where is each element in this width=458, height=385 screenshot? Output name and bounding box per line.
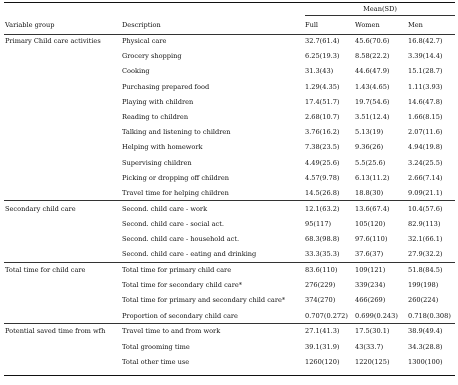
men-value: 199(198) bbox=[408, 281, 439, 290]
group-label: Potential saved time from wfh bbox=[5, 327, 106, 336]
men-value: 34.3(28.8) bbox=[408, 342, 443, 351]
women-value: 8.58(22.2) bbox=[355, 52, 390, 61]
row-description: Proportion of secondary child care bbox=[122, 311, 238, 320]
full-value: 32.7(61.4) bbox=[305, 37, 340, 45]
full-value: 4.49(25.6) bbox=[305, 158, 340, 167]
row-description: Grocery shopping bbox=[122, 52, 182, 61]
group-label: Primary Child care activities bbox=[5, 37, 101, 45]
row-description: Second. child care - social act. bbox=[122, 219, 224, 228]
men-value: 1300(100) bbox=[408, 357, 443, 366]
group-label: Secondary child care bbox=[5, 204, 76, 213]
full-value: 83.6(110) bbox=[305, 266, 338, 274]
row-description: Talking and listening to children bbox=[122, 128, 231, 137]
women-value: 97.6(110) bbox=[355, 235, 388, 244]
women-value: 6.13(11.2) bbox=[355, 173, 390, 182]
full-value: 27.1(41.3) bbox=[305, 327, 340, 336]
full-value: 374(270) bbox=[305, 296, 336, 305]
top-rule bbox=[4, 2, 455, 3]
group-separator bbox=[4, 262, 455, 263]
row-description: Cooking bbox=[122, 67, 150, 76]
men-value: 32.1(66.1) bbox=[408, 235, 443, 244]
women-value: 3.51(12.4) bbox=[355, 113, 390, 121]
women-value: 43(33.7) bbox=[355, 342, 384, 351]
women-value: 105(120) bbox=[355, 219, 386, 228]
full-value: 1260(120) bbox=[305, 357, 340, 366]
full-value: 276(229) bbox=[305, 281, 336, 290]
row-description: Purchasing prepared food bbox=[122, 82, 210, 91]
women-value: 5.5(25.6) bbox=[355, 158, 386, 167]
full-value: 2.68(10.7) bbox=[305, 113, 340, 121]
full-value: 31.3(43) bbox=[305, 67, 334, 76]
men-value: 14.6(47.8) bbox=[408, 97, 443, 106]
row-description: Playing with children bbox=[122, 97, 194, 106]
full-header: Full bbox=[305, 21, 319, 29]
full-value: 33.3(35.3) bbox=[305, 250, 340, 259]
header-rule bbox=[4, 34, 455, 35]
full-value: 12.1(63.2) bbox=[305, 204, 340, 213]
men-value: 2.07(11.6) bbox=[408, 128, 443, 137]
mean-sd-underline bbox=[305, 15, 455, 16]
women-value: 0.699(0.243) bbox=[355, 311, 398, 320]
women-value: 109(121) bbox=[355, 266, 386, 274]
group-separator bbox=[4, 200, 455, 201]
men-value: 27.9(32.2) bbox=[408, 250, 443, 259]
group-separator bbox=[4, 323, 455, 324]
women-header: Women bbox=[355, 21, 380, 29]
men-value: 16.8(42.7) bbox=[408, 37, 443, 45]
row-description: Second. child care - eating and drinking bbox=[122, 250, 257, 259]
men-value: 3.39(14.4) bbox=[408, 52, 443, 61]
men-value: 4.94(19.8) bbox=[408, 143, 443, 152]
full-value: 39.1(31.9) bbox=[305, 342, 340, 351]
men-value: 10.4(57.6) bbox=[408, 204, 443, 213]
women-value: 9.36(26) bbox=[355, 143, 384, 152]
row-description: Total grooming time bbox=[122, 342, 190, 351]
description-header: Description bbox=[122, 21, 161, 29]
men-value: 38.9(49.4) bbox=[408, 327, 443, 336]
men-value: 15.1(28.7) bbox=[408, 67, 443, 76]
row-description: Picking or dropping off children bbox=[122, 173, 230, 182]
men-value: 9.09(21.1) bbox=[408, 189, 443, 197]
row-description: Total time for primary child care bbox=[122, 266, 232, 274]
women-value: 37.6(37) bbox=[355, 250, 384, 259]
row-description: Physical care bbox=[122, 37, 167, 45]
women-value: 5.13(19) bbox=[355, 128, 384, 137]
women-value: 339(234) bbox=[355, 281, 386, 290]
men-header: Men bbox=[408, 21, 423, 29]
men-value: 82.9(113) bbox=[408, 219, 441, 228]
mean-sd-header: Mean(SD) bbox=[363, 5, 397, 13]
men-value: 3.24(25.5) bbox=[408, 158, 443, 167]
women-value: 1220(125) bbox=[355, 357, 390, 366]
row-description: Total time for secondary child care* bbox=[122, 281, 243, 290]
full-value: 6.25(19.3) bbox=[305, 52, 340, 61]
women-value: 19.7(54.6) bbox=[355, 97, 390, 106]
full-value: 17.4(51.7) bbox=[305, 97, 340, 106]
row-description: Second. child care - household act. bbox=[122, 235, 240, 244]
women-value: 466(269) bbox=[355, 296, 386, 305]
full-value: 7.38(23.5) bbox=[305, 143, 340, 152]
variable-group-header: Variable group bbox=[5, 21, 55, 29]
full-value: 14.5(26.8) bbox=[305, 189, 340, 197]
men-value: 2.66(7.14) bbox=[408, 173, 443, 182]
women-value: 45.6(70.6) bbox=[355, 37, 390, 45]
full-value: 3.76(16.2) bbox=[305, 128, 340, 137]
row-description: Total time for primary and secondary child care* bbox=[122, 296, 286, 305]
men-value: 51.8(84.5) bbox=[408, 266, 443, 274]
row-description: Travel time to and from work bbox=[122, 327, 221, 336]
row-description: Total other time use bbox=[122, 357, 190, 366]
women-value: 1.43(4.65) bbox=[355, 82, 390, 91]
row-description: Travel time for helping children bbox=[122, 189, 229, 197]
group-label: Total time for child care bbox=[5, 266, 86, 274]
women-value: 17.5(30.1) bbox=[355, 327, 390, 336]
women-value: 44.6(47.9) bbox=[355, 67, 390, 76]
men-value: 260(224) bbox=[408, 296, 439, 305]
men-value: 1.11(3.93) bbox=[408, 82, 443, 91]
full-value: 1.29(4.35) bbox=[305, 82, 340, 91]
full-value: 95(117) bbox=[305, 219, 332, 228]
row-description: Helping with homework bbox=[122, 143, 203, 152]
full-value: 4.57(9.78) bbox=[305, 173, 340, 182]
men-value: 0.718(0.308) bbox=[408, 311, 451, 320]
women-value: 18.8(30) bbox=[355, 189, 384, 197]
full-value: 0.707(0.272) bbox=[305, 311, 348, 320]
bottom-rule bbox=[4, 375, 455, 376]
women-value: 13.6(67.4) bbox=[355, 204, 390, 213]
row-description: Supervising children bbox=[122, 158, 192, 167]
row-description: Second. child care - work bbox=[122, 204, 208, 213]
full-value: 68.3(98.8) bbox=[305, 235, 340, 244]
men-value: 1.66(8.15) bbox=[408, 113, 443, 121]
row-description: Reading to children bbox=[122, 113, 189, 121]
